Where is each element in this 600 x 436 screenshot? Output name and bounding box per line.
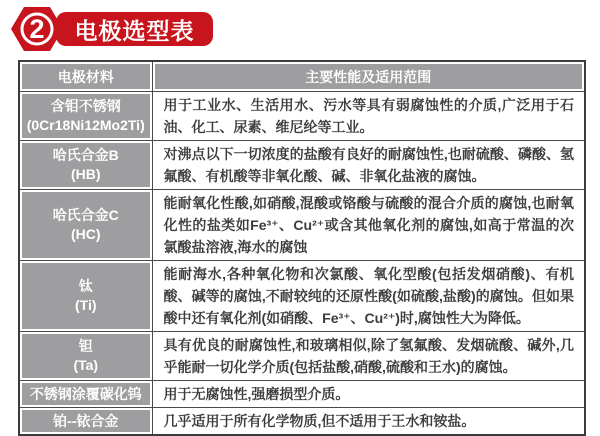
material-code: (0Cr18Ni12Mo2Ti) — [26, 117, 145, 133]
material-name: 铂--铱合金 — [53, 412, 119, 429]
title-banner — [56, 12, 213, 46]
table-row — [19, 190, 585, 261]
material-cell — [19, 261, 152, 332]
description-cell: 对沸点以下一切浓度的盐酸有良好的耐腐蚀性,也耐硫酸、磷酸、氢氟酸、有机酸等非氧化酸、碱、非氧化盐液的腐蚀。 — [152, 141, 585, 190]
material-name: 不锈钢涂覆碳化钨 — [29, 385, 142, 402]
material-cell — [19, 332, 152, 381]
material-name: 钽 — [78, 338, 93, 354]
badge-number: 2 — [29, 14, 45, 44]
table-row — [19, 92, 585, 141]
step-number-badge — [11, 5, 63, 53]
material-cell — [19, 92, 152, 141]
page-header — [0, 0, 600, 58]
material-name: 钛 — [78, 278, 93, 294]
description-cell: 能耐氧化性酸,如硝酸,混酸或铬酸与硫酸的混合介质的腐蚀,也耐氧化性的盐类如Fe³⁺、Cu²⁺或含其他氧化剂的腐蚀,如高于常温的次氯酸盐溶液,海水的腐蚀 — [152, 190, 585, 261]
electrode-selection-table — [18, 60, 586, 436]
description-cell: 用于工业水、生活用水、污水等具有弱腐蚀性的介质,广泛用于石油、化工、尿素、维尼纶等工业。 — [152, 92, 585, 141]
material-code: (HB) — [70, 166, 101, 182]
page-title: 电极选型表 — [74, 17, 195, 44]
material-cell — [19, 141, 152, 190]
material-cell — [19, 190, 152, 261]
table-row — [19, 261, 585, 332]
material-name: 哈氏合金B — [52, 147, 119, 163]
material-name: 哈氏合金C — [52, 207, 119, 223]
material-code: (HC) — [70, 226, 101, 242]
material-code: (Ta) — [73, 357, 99, 373]
description-cell: 几乎适用于所有化学物质,但不适用于王水和铵盐。 — [152, 408, 585, 436]
table-row — [19, 141, 585, 190]
table-row — [19, 381, 585, 408]
table-header-row — [19, 61, 585, 92]
description-cell: 具有优良的耐腐蚀性,和玻璃相似,除了氢氟酸、发烟硫酸、碱外,几乎能耐一切化学介质(包括盐酸,硝酸,硫酸和王水)的腐蚀。 — [152, 332, 585, 381]
material-name: 含钼不锈钢 — [50, 98, 121, 114]
material-code: (Ti) — [74, 297, 97, 313]
material-cell — [19, 381, 152, 408]
description-cell: 能耐海水,各种氧化物和次氯酸、氧化型酸(包括发烟硝酸)、有机酸、碱等的腐蚀,不耐较纯的还原性酸(如硫酸,盐酸)的腐蚀。但如果酸中还有氧化剂(如硝酸、Fe³⁺、Cu²⁺)时,腐蚀性大为降低。 — [152, 261, 585, 332]
table-row — [19, 332, 585, 381]
column-header-material: 电极材料 — [19, 61, 152, 92]
description-cell: 用于无腐蚀性,强磨损型介质。 — [152, 381, 585, 408]
column-header-performance: 主要性能及适用范围 — [152, 61, 585, 92]
